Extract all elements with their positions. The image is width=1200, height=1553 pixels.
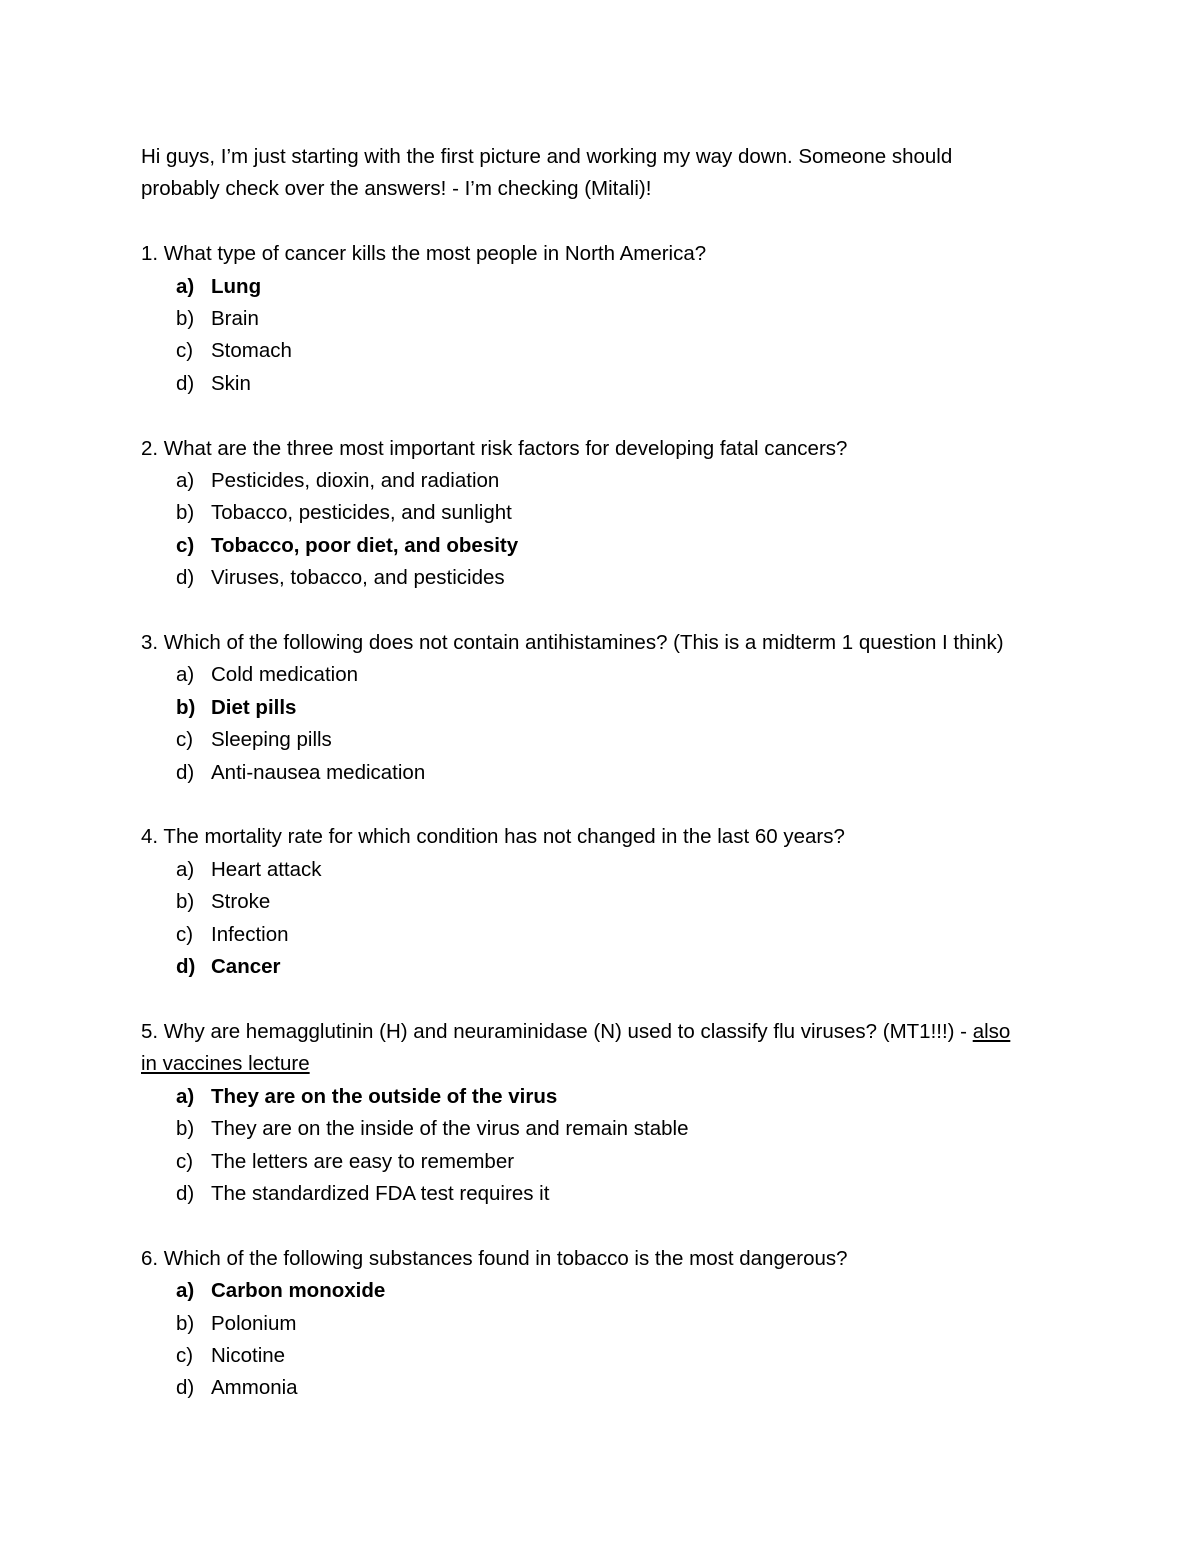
answer-options — [141, 1081, 1081, 1211]
answer-option-b — [141, 1308, 1081, 1340]
option-letter: b) — [176, 307, 195, 331]
answer-option-a — [141, 659, 1081, 691]
option-text: Heart attack — [211, 857, 322, 881]
answer-options — [141, 465, 1081, 595]
answer-option-a — [141, 465, 1081, 497]
option-text: Ammonia — [211, 1376, 298, 1400]
question-text — [141, 1016, 1081, 1048]
option-text: Tobacco, pesticides, and sunlight — [211, 501, 512, 525]
lecture-note-line-2: in vaccines lecture — [141, 1052, 310, 1076]
option-letter: a) — [176, 663, 195, 687]
option-letter: b) — [176, 695, 196, 719]
option-text: Pesticides, dioxin, and radiation — [211, 469, 500, 493]
option-letter: a) — [176, 1084, 195, 1108]
intro-line-2: probably check over the answers! - I’m checking (Mitali)! — [141, 177, 652, 201]
option-text: Lung — [211, 274, 262, 298]
question-6 — [141, 1243, 1081, 1405]
option-text: Brain — [211, 307, 259, 331]
answer-option-c — [141, 335, 1081, 367]
answer-option-c — [141, 1146, 1081, 1178]
option-letter: d) — [176, 1376, 195, 1400]
answer-option-a — [141, 1081, 1081, 1113]
answer-option-c — [141, 1340, 1081, 1372]
option-text: Stroke — [211, 890, 271, 914]
option-letter: c) — [176, 533, 195, 557]
answer-option-d — [141, 951, 1081, 983]
option-text: Cancer — [211, 955, 281, 979]
question-text: 2. What are the three most important risk factors for developing fatal cancers? — [141, 436, 848, 460]
lecture-note-line-1: also — [972, 1019, 1011, 1043]
option-letter: a) — [176, 469, 195, 493]
answer-option-d — [141, 368, 1081, 400]
question-text: 4. The mortality rate for which condition has not changed in the last 60 years? — [141, 825, 845, 849]
answer-option-d — [141, 1178, 1081, 1210]
option-letter: c) — [176, 1343, 194, 1367]
option-text: Stomach — [211, 339, 292, 363]
option-text: Carbon monoxide — [211, 1279, 386, 1303]
option-text: Cold medication — [211, 663, 358, 687]
option-letter: b) — [176, 890, 195, 914]
answer-options — [141, 1275, 1081, 1405]
option-letter: a) — [176, 274, 195, 298]
answer-option-b — [141, 886, 1081, 918]
option-text: Tobacco, poor diet, and obesity — [211, 533, 519, 557]
option-letter: a) — [176, 1279, 195, 1303]
document-page — [141, 141, 1081, 1405]
option-text: Polonium — [211, 1311, 297, 1335]
option-letter: c) — [176, 922, 194, 946]
answer-options — [141, 854, 1081, 984]
option-text: The letters are easy to remember — [211, 1149, 515, 1173]
question-1 — [141, 238, 1081, 400]
option-letter: a) — [176, 857, 195, 881]
option-letter: b) — [176, 1311, 195, 1335]
answer-option-c — [141, 724, 1081, 756]
answer-option-a — [141, 271, 1081, 303]
option-letter: c) — [176, 1149, 194, 1173]
intro-paragraph — [141, 141, 1081, 206]
option-letter: c) — [176, 339, 194, 363]
option-text: Nicotine — [211, 1343, 286, 1367]
answer-option-b — [141, 692, 1081, 724]
question-5 — [141, 1016, 1081, 1210]
option-text: Anti-nausea medication — [211, 760, 426, 784]
question-3 — [141, 627, 1081, 789]
option-letter: d) — [176, 760, 195, 784]
option-text: Sleeping pills — [211, 728, 332, 752]
answer-option-b — [141, 303, 1081, 335]
option-letter: d) — [176, 566, 195, 590]
question-text: 6. Which of the following substances found in tobacco is the most dangerous? — [141, 1246, 848, 1270]
answer-option-c — [141, 530, 1081, 562]
answer-option-b — [141, 1113, 1081, 1145]
option-letter: d) — [176, 1181, 195, 1205]
option-letter: d) — [176, 955, 196, 979]
answer-option-d — [141, 562, 1081, 594]
option-text: Diet pills — [211, 695, 297, 719]
option-text: They are on the inside of the virus and remain stable — [211, 1117, 689, 1141]
answer-option-b — [141, 497, 1081, 529]
option-text: Skin — [211, 371, 251, 395]
answer-option-a — [141, 854, 1081, 886]
question-2 — [141, 433, 1081, 595]
answer-option-d — [141, 1372, 1081, 1404]
option-letter: b) — [176, 1117, 195, 1141]
answer-option-c — [141, 919, 1081, 951]
option-text: Viruses, tobacco, and pesticides — [211, 566, 505, 590]
answer-options — [141, 659, 1081, 789]
option-text: They are on the outside of the virus — [211, 1084, 558, 1108]
answer-option-d — [141, 757, 1081, 789]
question-4 — [141, 821, 1081, 983]
intro-line-1: Hi guys, I’m just starting with the first picture and working my way down. Someone should — [141, 145, 953, 168]
option-text: The standardized FDA test requires it — [211, 1181, 550, 1205]
option-letter: d) — [176, 371, 195, 395]
question-text: 1. What type of cancer kills the most people in North America? — [141, 242, 707, 266]
option-letter: b) — [176, 501, 195, 525]
question-text-main: 5. Why are hemagglutinin (H) and neuraminidase (N) used to classify flu viruses? (MT1!!!) - — [141, 1019, 973, 1043]
question-text: 3. Which of the following does not contain antihistamines? (This is a midterm 1 question I think) — [141, 631, 1004, 655]
option-letter: c) — [176, 728, 194, 752]
option-text: Infection — [211, 922, 289, 946]
answer-option-a — [141, 1275, 1081, 1307]
answer-options — [141, 271, 1081, 401]
